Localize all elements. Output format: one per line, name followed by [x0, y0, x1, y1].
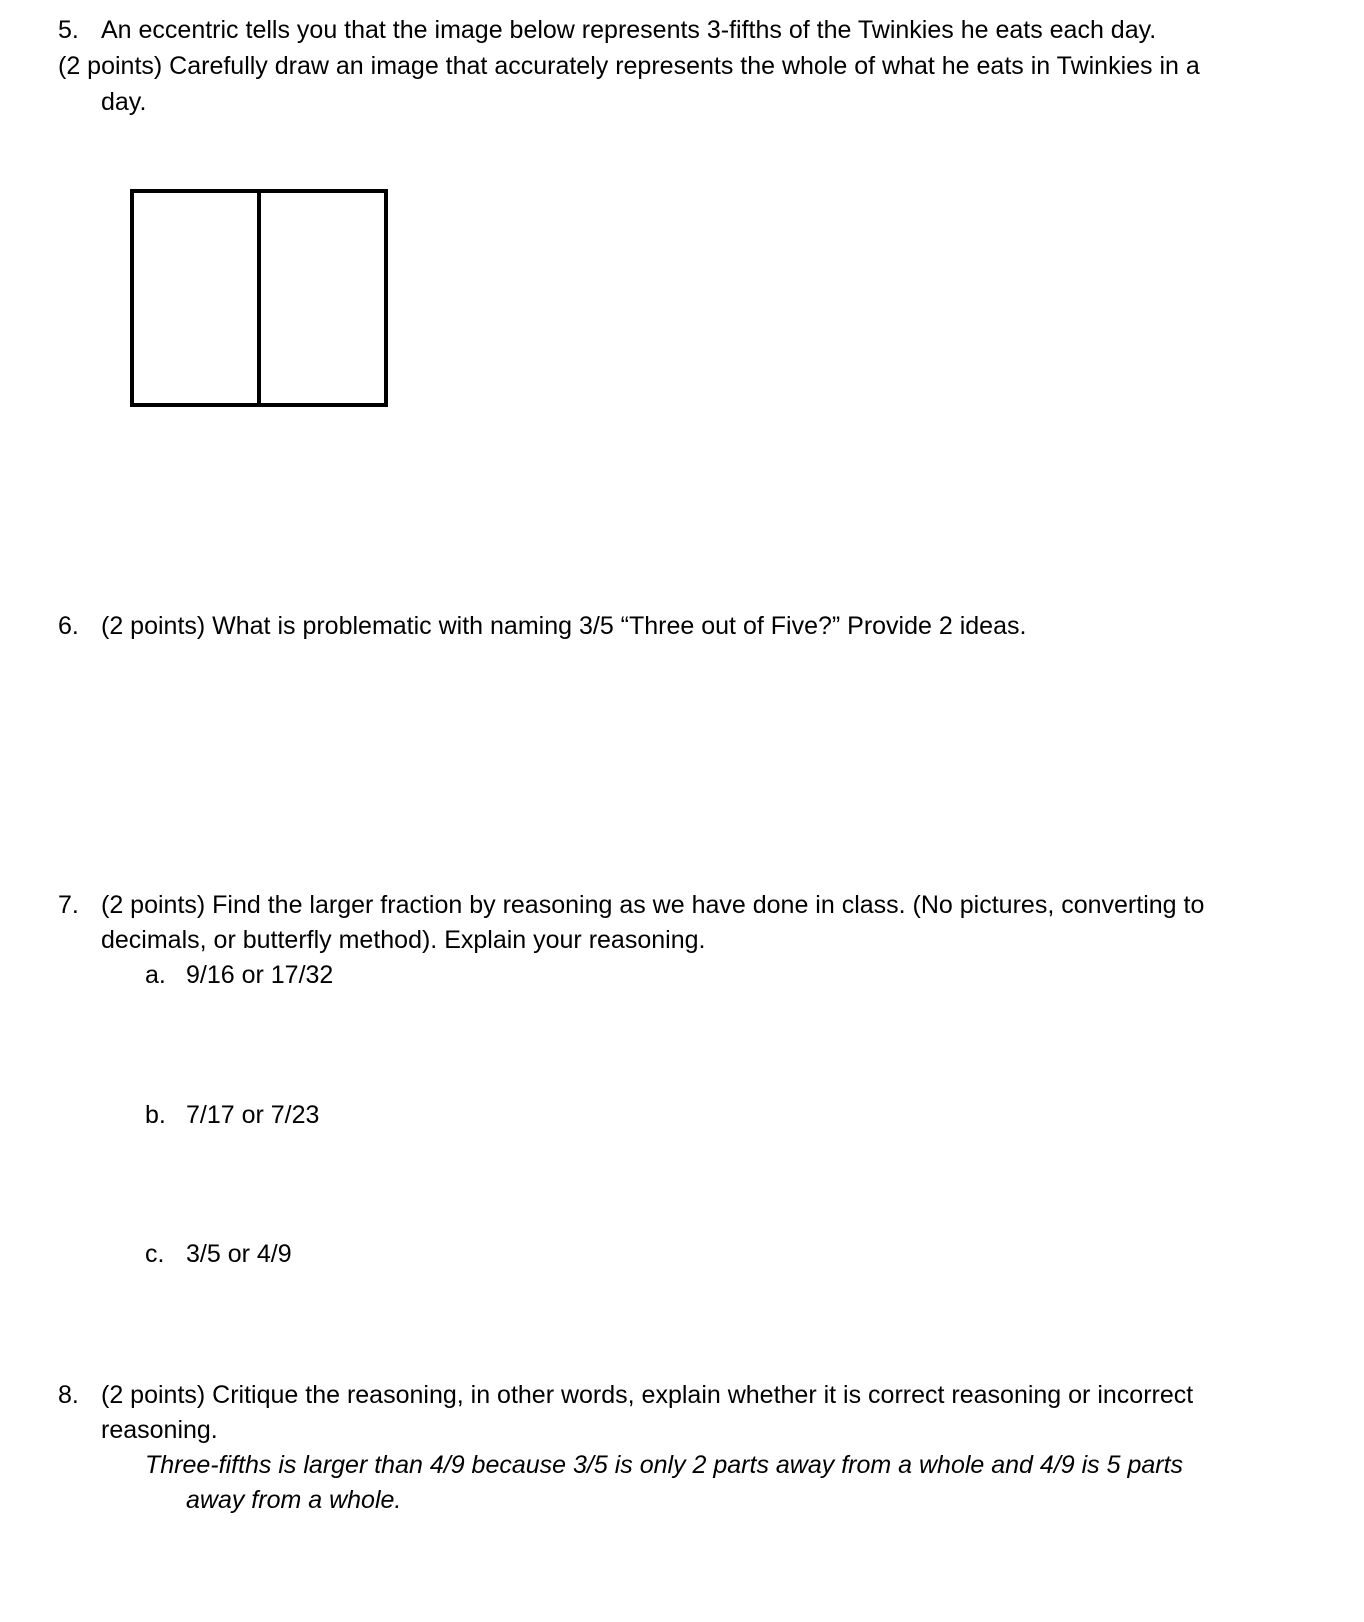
question-5-line2: (2 points) Carefully draw an image that accurately represents the whole of what he eats in Twinkies in a [58, 52, 1200, 80]
question-7-line1: (2 points) Find the larger fraction by reasoning as we have done in class. (No pictures, converting to [101, 891, 1205, 919]
question-5-line3: day. [101, 88, 147, 116]
question-8-number: 8. [58, 1381, 79, 1409]
twinkie-rectangle-right [257, 189, 388, 407]
question-7b-text: 7/17 or 7/23 [186, 1101, 320, 1129]
twinkie-rectangle-left [130, 189, 261, 407]
question-6-number: 6. [58, 612, 79, 640]
question-7c-label: c. [145, 1240, 165, 1268]
question-7-line2: decimals, or butterfly method). Explain your reasoning. [101, 926, 706, 954]
question-7c-text: 3/5 or 4/9 [186, 1240, 292, 1268]
question-8-line1: (2 points) Critique the reasoning, in other words, explain whether it is correct reasoning or incorrect [101, 1381, 1194, 1409]
question-7a-text: 9/16 or 17/32 [186, 961, 334, 989]
question-8-quote-line1: Three-fifths is larger than 4/9 because 3/5 is only 2 parts away from a whole and 4/9 is 5 parts [145, 1451, 1184, 1479]
question-8-quote-line2: away from a whole. [186, 1486, 402, 1514]
question-7b-label: b. [145, 1101, 166, 1129]
question-5-number: 5. [58, 16, 79, 44]
question-5-line1: An eccentric tells you that the image below represents 3-fifths of the Twinkies he eats each day. [101, 16, 1157, 44]
question-6-text: (2 points) What is problematic with naming 3/5 “Three out of Five?” Provide 2 ideas. [101, 612, 1027, 640]
twinkies-figure [130, 189, 392, 407]
question-7a-label: a. [145, 961, 166, 989]
question-7-number: 7. [58, 891, 79, 919]
question-8-line2: reasoning. [101, 1416, 218, 1444]
